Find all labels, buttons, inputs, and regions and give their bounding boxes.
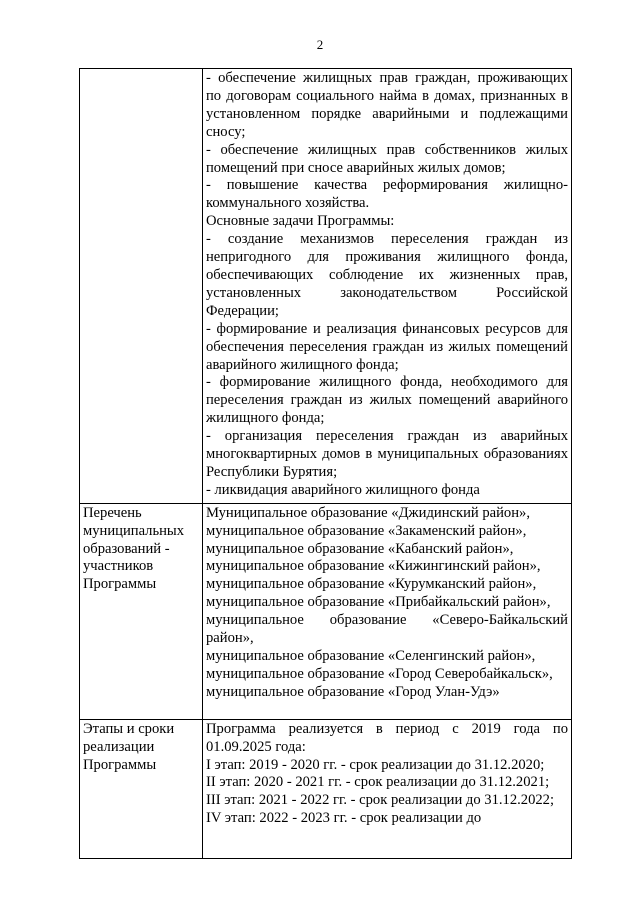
municipality-item: муниципальное образование «Селенгинский район», (206, 648, 536, 664)
row-label-text: Перечень муниципальных образований - участников Программы (83, 504, 185, 593)
task-item: - создание механизмов переселения граждан из непригодного для проживания жилищного фонда, обеспечивающих соблюдение их жизненных прав, установленных законодательством Российской Федерации; (206, 231, 568, 319)
goal-item: - повышение качества реформирования жилищно-коммунального хозяйства. (206, 177, 568, 212)
task-item: - организация переселения граждан из аварийных многоквартирных домов в муниципальных образованиях Республики Бурятия; (206, 428, 568, 480)
municipality-item: муниципальное образование «Кабанский район», (206, 540, 514, 557)
table-row (80, 69, 572, 504)
municipality-item: муниципальное образование «Курумканский район», (206, 576, 537, 593)
stage-item: I этап: 2019 - 2020 гг. - срок реализации до 31.12.2020; (206, 756, 545, 773)
goal-item: - обеспечение жилищных прав граждан, проживающих по договорам социального найма в домах, признанных в установленном порядке аварийными и подлежащими сносу; (206, 70, 568, 140)
municipality-item: муниципальное образование «Город Северобайкальск», (206, 665, 553, 682)
municipality-item: муниципальное образование «Северо-Байкальский район», (206, 612, 568, 647)
tasks-heading: Основные задачи Программы: (206, 213, 395, 230)
row-label (80, 503, 203, 719)
municipality-item: муниципальное образование «Кижингинский район», (206, 558, 541, 575)
row-content (203, 719, 572, 858)
task-item: - формирование и реализация финансовых ресурсов для обеспечения переселения граждан из жилых помещений аварийного жилищного фонда; (206, 320, 568, 373)
table-row (80, 503, 572, 719)
task-item: - формирование жилищного фонда, необходимого для переселения граждан из жилых помещений аварийного жилищного фонда; (206, 374, 568, 427)
program-passport-table (79, 68, 572, 859)
municipality-item: муниципальное образование «Город Улан-Удэ» (206, 683, 500, 700)
municipality-item: муниципальное образование «Закаменский район», (206, 522, 527, 539)
stage-item: III этап: 2021 - 2022 гг. - срок реализации до 31.12.2022; (206, 792, 555, 809)
row-content (203, 503, 572, 719)
municipality-item: Муниципальное образование «Джидинский район», (206, 504, 530, 521)
stage-item: IV этап: 2022 - 2023 гг. - срок реализации до (206, 810, 482, 827)
municipality-item: муниципальное образование «Прибайкальский район», (206, 594, 551, 611)
row-label (80, 69, 203, 504)
task-item: - ликвидация аварийного жилищного фонда (206, 481, 480, 498)
row-label (80, 719, 203, 858)
table-row (80, 719, 572, 858)
stage-item: II этап: 2020 - 2021 гг. - срок реализации до 31.12.2021; (206, 774, 550, 791)
row-content (203, 69, 572, 504)
row-label-text: Этапы и сроки реализации Программы (83, 720, 175, 773)
goal-item: - обеспечение жилищных прав собственников жилых помещений при сносе аварийных жилых домов; (206, 141, 568, 176)
page-number: 2 (316, 37, 324, 52)
period-intro: Программа реализуется в период с 2019 года по 01.09.2025 года: (206, 720, 568, 755)
